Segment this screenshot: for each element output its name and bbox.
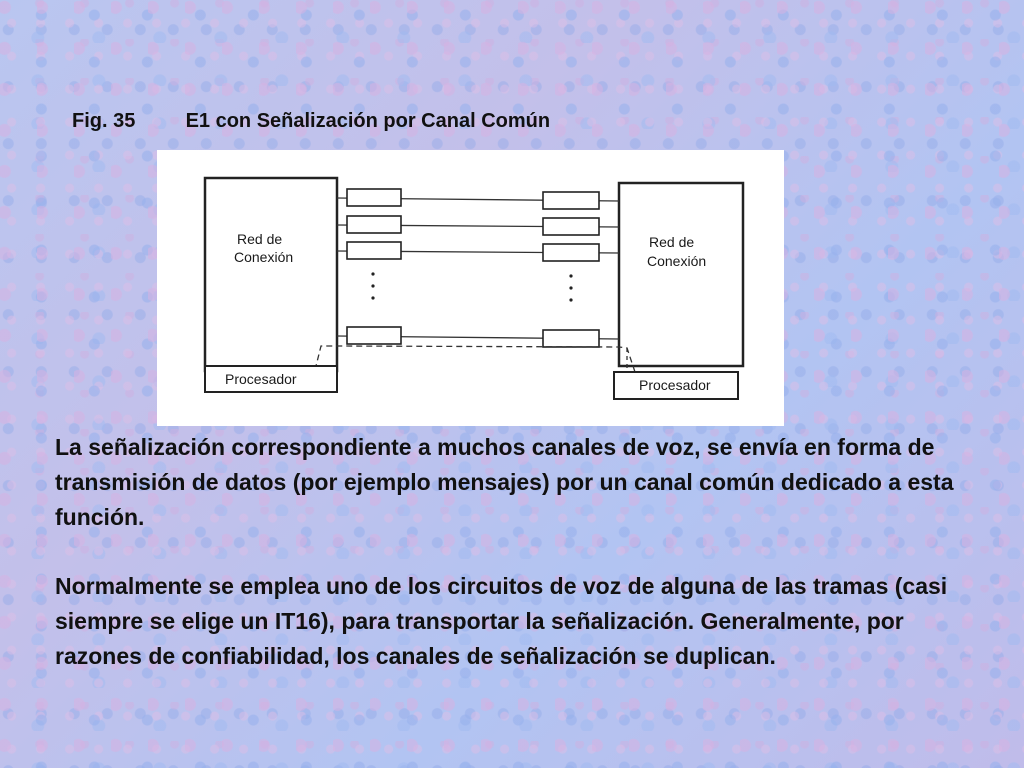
left-processor-label: Procesador <box>225 371 297 387</box>
diagram-panel <box>157 150 784 426</box>
right-network-box <box>619 183 743 366</box>
paragraph-signalling-description: La señalización correspondiente a muchos canales de voz, se envía en forma de transmisión de datos (por ejemplo mensajes) por un canal común dedicado a esta función. <box>55 434 954 530</box>
line-unit-box <box>543 218 599 235</box>
line-units <box>347 189 599 347</box>
line-unit-box <box>347 327 401 344</box>
left-network-label-line1: Red de <box>237 231 283 247</box>
right-network-label-line2: Conexión <box>647 253 707 269</box>
figure-number: Fig. 35 <box>72 110 136 132</box>
figure-caption <box>72 110 550 133</box>
line-unit-box <box>543 330 599 347</box>
signalling-channel-line <box>315 346 635 372</box>
line-unit-box <box>543 192 599 209</box>
figure-title: E1 con Señalización por Canal Común <box>185 110 551 132</box>
line-unit-box <box>347 189 401 206</box>
left-network-label-line2: Conexión <box>234 249 294 265</box>
line-unit-box <box>347 242 401 259</box>
left-network-box <box>205 178 337 371</box>
paragraph-it16-usage: Normalmente se emplea uno de los circuitos de voz de alguna de las tramas (casi siempre se elige un IT16), para transportar la señalización. Generalmente, por razones de confiabilidad, los canales de señalización se duplican. <box>55 573 948 669</box>
e1-ccs-diagram <box>157 150 784 426</box>
line-unit-box <box>347 216 401 233</box>
continuation-dots <box>371 272 572 301</box>
right-network-label-line1: Red de <box>649 234 695 250</box>
line-unit-box <box>543 244 599 261</box>
right-processor-label: Procesador <box>639 377 711 393</box>
